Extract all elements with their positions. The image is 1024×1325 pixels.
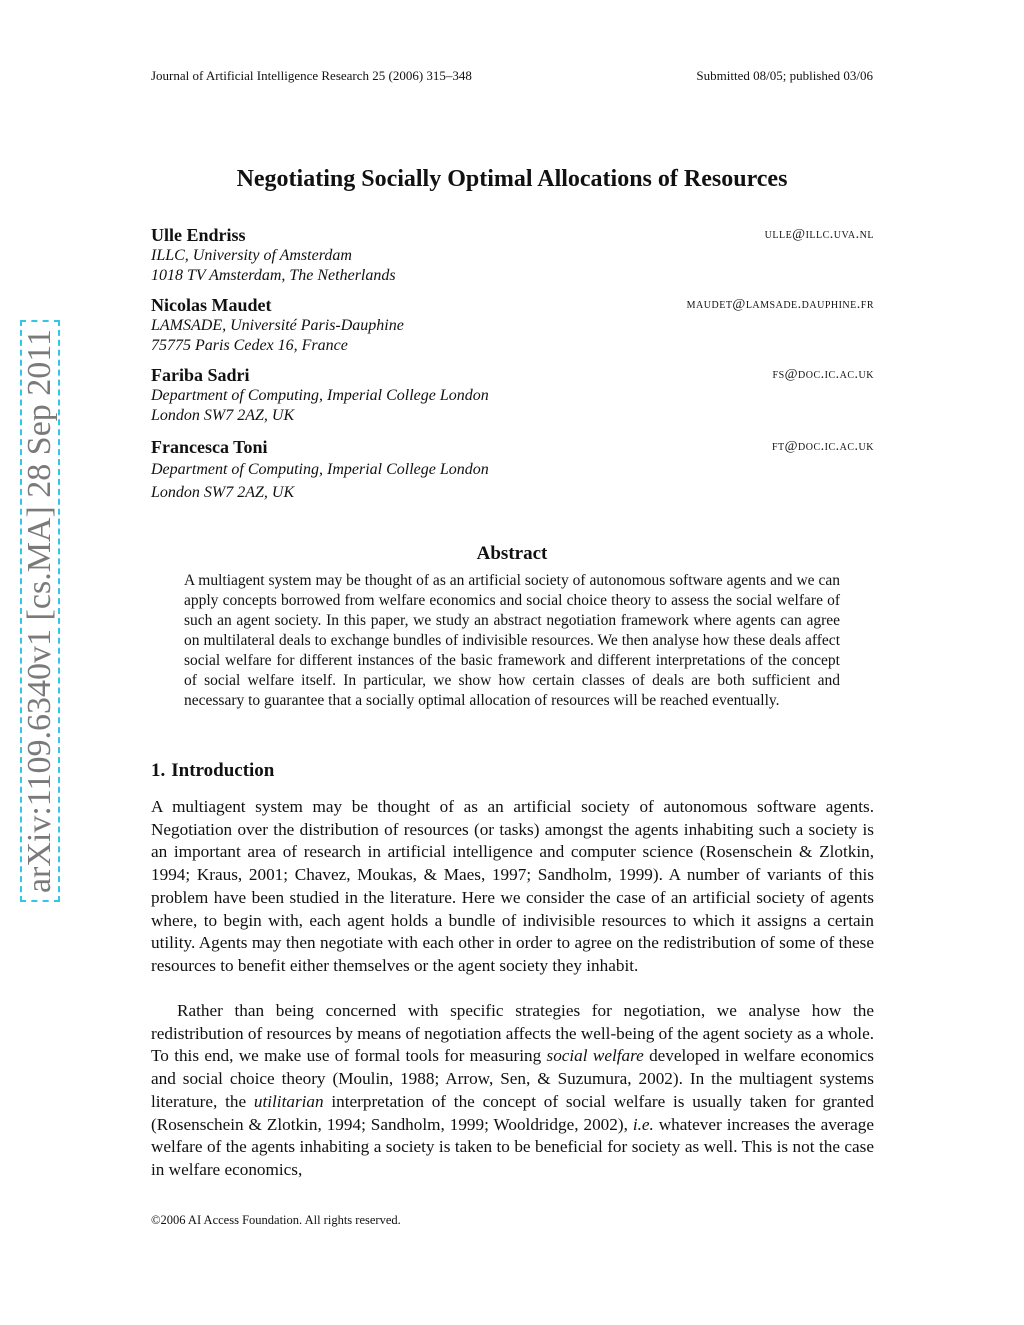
section-heading — [151, 760, 274, 782]
author-name: Francesca Toni — [151, 437, 268, 457]
section-title: Introduction — [171, 760, 275, 781]
submission-dates: Submitted 08/05; published 03/06 — [696, 68, 873, 83]
author-address: 75775 Paris Cedex 16, France — [151, 337, 348, 354]
author-email[interactable]: maudet@lamsade.dauphine.fr — [686, 297, 874, 312]
abstract-heading: Abstract — [476, 543, 548, 564]
author-address: London SW7 2AZ, UK — [151, 484, 295, 501]
author-affiliation: Department of Computing, Imperial College London — [151, 387, 489, 404]
body-paragraph: A multiagent system may be thought of as an artificial society of autonomous software agents. Negotiation over the distribution of resources (or tasks) amongst the agents inhabiting such a society is an important area of research in artificial intelligence and computer science (Rosenschein & Zlotkin, 1994; Kraus, 2001; Chavez, Moukas, & Maes, 1997; Sandholm, 1999). A number of variants of this problem have been studied in the literature. Here we consider the case of an artificial society of agents where, to begin with, each agent holds a bundle of indivisible resources to which it assigns a certain utility. Agents may then negotiate with each other in order to agree on the redistribution of some of these resources to benefit either themselves or the agent society they inhabit. — [151, 797, 874, 975]
emphasis-ie: i.e. — [632, 1114, 654, 1134]
text-run: Rather than being concerned with specific strategies for negotiation, we analyse how the redistribution of resources by means of negotiation affects the well-being of the agent society as a whole. To this end, we make use of formal tools for measuring — [151, 1001, 874, 1066]
author-block — [151, 225, 874, 286]
author-name: Fariba Sadri — [151, 365, 250, 385]
text-run: interpretation of the concept of social welfare is usually taken for granted (Rosenschein & Zlotkin, 1994; Sandholm, 1999; Wooldridge, 2002), — [151, 1091, 875, 1134]
body-paragraph — [151, 1000, 874, 1182]
author-affiliation: Department of Computing, Imperial College London — [151, 461, 489, 478]
author-name: Nicolas Maudet — [151, 295, 272, 315]
author-email[interactable]: fs@doc.ic.ac.uk — [772, 367, 874, 382]
emphasis-social-welfare: social welfare — [546, 1046, 644, 1066]
journal-header: Journal of Artificial Intelligence Research 25 (2006) 315–348 — [151, 68, 472, 83]
author-email[interactable]: ft@doc.ic.ac.uk — [771, 439, 874, 454]
author-affiliation: LAMSADE, Université Paris-Dauphine — [151, 317, 404, 334]
text-run: whatever increases the average welfare of the agents inhabiting a society is taken to be beneficial for society as well. This is not the case in welfare economics, — [151, 1114, 874, 1179]
author-address: London SW7 2AZ, UK — [151, 407, 295, 424]
author-affiliation: ILLC, University of Amsterdam — [151, 247, 352, 264]
author-block — [151, 365, 874, 426]
author-address: 1018 TV Amsterdam, The Netherlands — [151, 267, 396, 284]
author-block — [151, 437, 874, 503]
paper-title: Negotiating Socially Optimal Allocations of Resources — [236, 166, 788, 192]
author-name: Ulle Endriss — [151, 225, 246, 245]
copyright-footer: ©2006 AI Access Foundation. All rights reserved. — [151, 1213, 401, 1227]
author-block — [151, 295, 874, 356]
abstract-text: A multiagent system may be thought of as an artificial society of autonomous software agents and we can apply concepts borrowed from welfare economics and social choice theory to assess the social welfare of such an agent society. In this paper, we study an abstract negotiation framework where agents can agree on multilateral deals to exchange bundles of indivisible resources. We then analyse how these deals affect social welfare for different instances of the basic framework and different interpretations of the concept of social welfare itself. In particular, we show how certain classes of deals are both sufficient and necessary to guarantee that a socially optimal allocation of resources will be reached eventually. — [184, 572, 840, 709]
arxiv-stamp[interactable]: arXiv:1109.6340v1 [cs.MA] 28 Sep 2011 — [21, 328, 58, 894]
arxiv-stamp-box — [20, 320, 60, 902]
emphasis-utilitarian: utilitarian — [253, 1091, 324, 1111]
section-number: 1. — [151, 760, 166, 781]
text-run: developed in welfare economics and social choice theory (Moulin, 1988; Arrow, Sen, & Suzumura, 2002). In the multiagent systems literature, the — [151, 1046, 874, 1111]
author-email[interactable]: ulle@illc.uva.nl — [764, 227, 874, 242]
